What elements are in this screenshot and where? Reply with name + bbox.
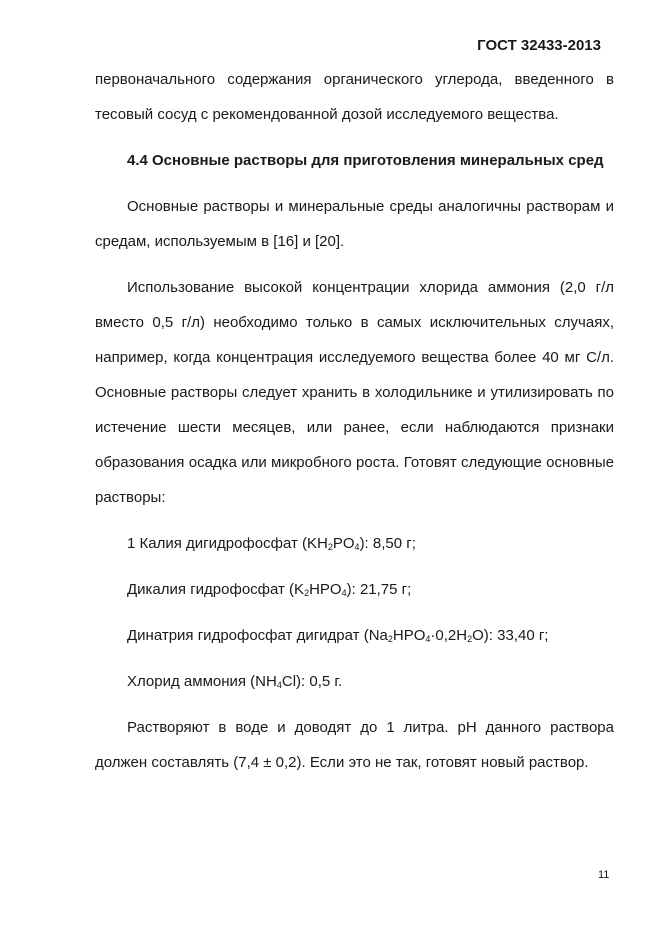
list-item-disodium-phosphate: Динатрия гидрофосфат дигидрат $(Na_2HPO_4\cdot 0,2H_2O)$: 33,40 г; xyxy=(127,627,549,644)
list-item-ammonium-chloride: Хлорид аммония $(NH_4Cl)$: 0,5 г. xyxy=(127,673,343,690)
list-item-potassium-dihydrogen-phosphate: 1 Калия дигидрофосфат $(KH_2PO_4)$: 8,50 г; xyxy=(127,535,416,552)
page-number: 11 xyxy=(598,869,610,881)
paragraph-dissolve-instructions: Растворяют в воде и доводят до 1 литра. рН данного раствора должен составлять (7,4 ± 0,2). Если это не так, готовят новый раствор. xyxy=(95,719,614,771)
document-body xyxy=(95,62,614,780)
list-item-dipotassium-phosphate: Дикалия гидрофосфат $(K_2HPO_4)$: 21,75 г; xyxy=(127,581,412,598)
paragraph-ammonium-chloride: Использование высокой концентрации хлорида аммония (2,0 г/л вместо 0,5 г/л) необходимо только в самых исключительных случаях, например, когда концентрация исследуемого вещества более 40 мг С/л. Основные растворы следует хранить в холодильнике и утилизировать по истечение шести месяцев, или ранее, если наблюдаются признаки образования осадка или микробного роста. Готовят следующие основные растворы: xyxy=(95,279,614,506)
document-header: ГОСТ 32433-2013 xyxy=(477,37,601,54)
section-heading: 4.4 Основные растворы для приготовления минеральных сред xyxy=(127,152,604,169)
paragraph-continuation: первоначального содержания органического углерода, введенного в тесовый сосуд с рекомендованной дозой исследуемого вещества. xyxy=(95,71,614,123)
paragraph-stock-solutions: Основные растворы и минеральные среды аналогичны растворам и средам, используемым в [16] и [20]. xyxy=(95,198,614,250)
